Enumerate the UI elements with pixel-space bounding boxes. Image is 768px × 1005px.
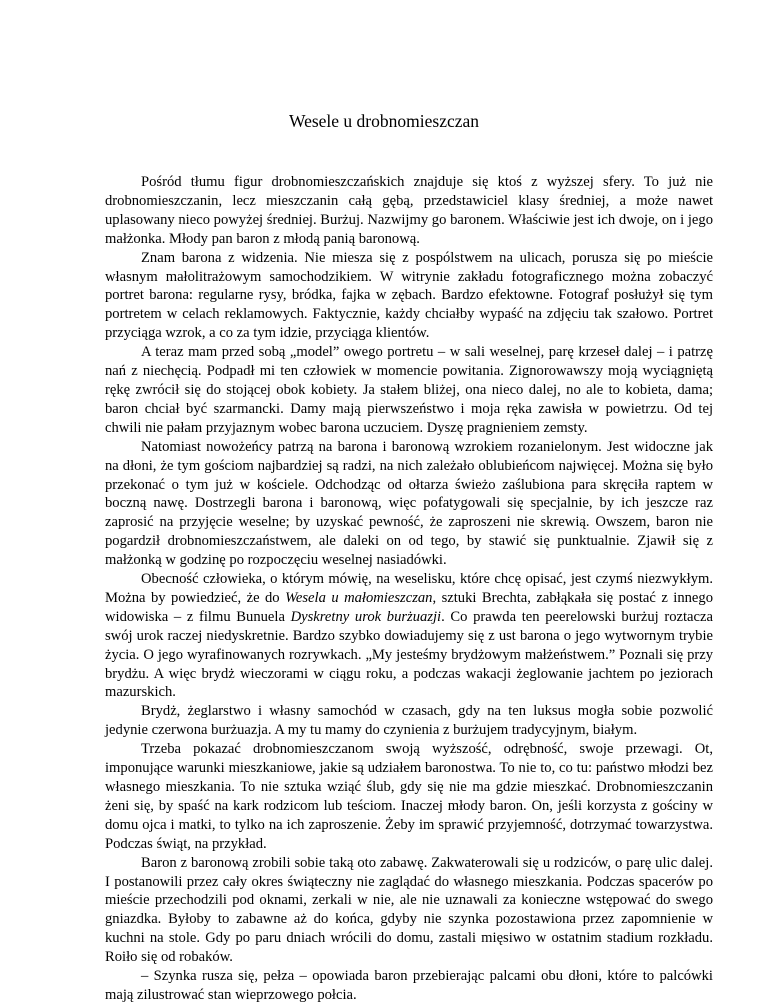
paragraph: Brydż, żeglarstwo i własny samochód w czasach, gdy na ten luksus mogła sobie pozwolić jedynie czerwona burżuazja. A my tu mamy do czynienia z burżujem tradycyjnym, białym. <box>105 703 713 739</box>
paragraph: Znam barona z widzenia. Nie miesza się z pospólstwem na ulicach, porusza się po mieście własnym małolitrażowym samochodzikiem. W witrynie zakładu fotograficznego można zobaczyć portret barona: regularne rysy, bródka, fajka w zębach. Bardzo efektowne. Fotograf posłużył się tym portretem w celach reklamowych. Faktycznie, każdy chciałby wypaść na zdjęciu tak szałowo. Portret przyciąga wzrok, a co za tym idzie, przyciąga klientów. <box>105 249 713 342</box>
paragraph: – Szynka rusza się, pełza – opowiada baron przebierając palcami obu dłoni, które to palcówki mają zilustrować stan wieprzowego połcia. <box>105 968 713 1003</box>
paragraph: Trzeba pokazać drobnomieszczanom swoją wyższość, odrębność, swoje przewagi. Ot, imponujące warunki mieszkaniowe, jakie są udziałem baronostwa. To nie to, co tu: państwo młodzi bez własnego mieszkania. To nie sztuka wziąć ślub, gdy się nie ma gdzie mieszkać. Drobnomieszczanin żeni się, by spaść na kark rodzicom lub teściom. Inaczej młody baron. On, jeśli korzysta z gościny w domu ojca i matki, to tylko na ich zaproszenie. Żeby im sprawić przyjemność, dotrzymać towarzystwa. Podczas świąt, na przykład. <box>105 741 713 852</box>
paragraph: Baron z baronową zrobili sobie taką oto zabawę. Zakwaterowali się u rodziców, o parę ulic dalej. I postanowili przez cały okres świąteczny nie zaglądać do własnego mieszkania. Podczas spacerów po mieście przechodzili pod oknami, zerkali w nie, ale nie uznawali za konieczne wstępować do swego gniazdka. Byłoby to zabawne aż do końca, gdyby nie szynka pozostawiona przez zapomnienie w kuchni na stole. Gdy po paru dniach wrócili do domu, zastali mięsiwo w ostatnim stadium rozkładu. Roiło się od robaków. <box>105 854 713 966</box>
paragraph: Obecność człowieka, o którym mówię, na weselisku, które chcę opisać, jest czymś niezwykłym. Można by powiedzieć, że do Wesela u małomieszczan, sztuki Brechta, zabłąkała się postać z innego widowiska – z filmu Bunuela Dyskretny urok burżuazji. Co prawda ten peerelowski burżuj roztacza swój urok raczej niedyskretnie. Bardzo szybko dowiadujemy się z ust barona o jego wytwornym trybie życia. O jego wyrafinowanych rozrywkach. „My jesteśmy brydżowym małżeństwem.” Poznali się przy brydżu. A więc brydż wieczorami w ciągu roku, a podczas wakacji żeglowanie jachtem po jeziorach mazurskich. <box>105 571 714 701</box>
document-body <box>105 173 713 1005</box>
paragraph: A teraz mam przed sobą „model” owego portretu – w sali weselnej, parę krzeseł dalej – i patrzę nań z niechęcią. Podpadł mi ten człowiek w momencie powitania. Zignorowawszy moją wyciągniętą rękę zwrócił się do stojącej obok kobiety. Ja stałem bliżej, ona nieco dalej, no ale to kobieta, dama; baron chciał być szarmancki. Damy mają pierwszeństwo i moja ręka zawisła w powietrzu. Od tej chwili nie pałam przyjaznym wobec barona uczuciem. Dyszę pragnieniem zemsty. <box>105 344 713 436</box>
document-title: Wesele u drobnomieszczan <box>288 111 480 131</box>
italic-title: Dyskretny urok burżuazji <box>290 608 442 625</box>
italic-title: Wesela u małomieszczan <box>285 589 433 606</box>
paragraph: Natomiast nowożeńcy patrzą na barona i baronową wzrokiem rozanielonym. Jest widoczne jak na dłoni, że tym gościom najbardziej są radzi, na nich zależało oblubieńcom najwięcej. Można się było przekonać o tym już w kościele. Odchodząc od ołtarza świeżo zaślubiona para skręciła raptem w boczną nawę. Dostrzegli barona i baronową, więc pofatygowali się specjalnie, by ich jeszcze raz zaprosić na przyjęcie weselne; by uzyskać pewność, że zaproszeni nie skrewią. Owszem, baron nie pogardził drobnomieszczaństwem, ale daleki on od tego, by stawić się punktualnie. Zjawił się z małżonką w godzinę po rozpoczęciu weselnej nasiadówki. <box>105 438 713 569</box>
paragraph: Pośród tłumu figur drobnomieszczańskich znajduje się ktoś z wyższej sfery. To już nie drobnomieszczanin, lecz mieszczanin całą gębą, przedstawiciel klasy średniej, a może nawet uplasowany nieco powyżej średniej. Burżuj. Nazwijmy go baronem. Właściwie jest ich dwoje, on i jego małżonka. Młody pan baron z młodą panią baronową. <box>105 174 713 247</box>
